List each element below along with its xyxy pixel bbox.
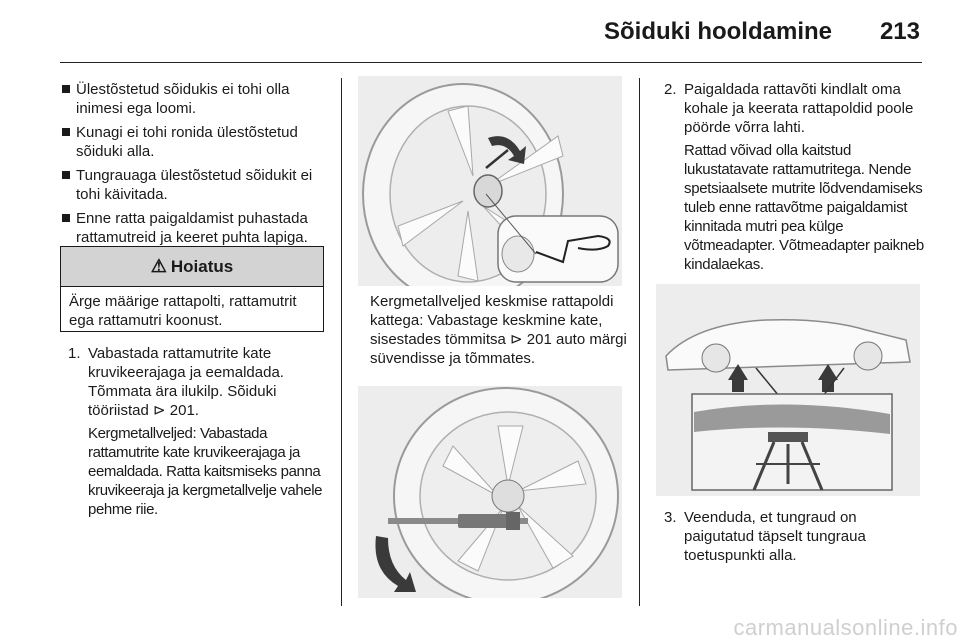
- header-divider: [60, 62, 922, 63]
- warning-title: Hoiatus: [170, 256, 234, 276]
- step-2: [664, 80, 926, 274]
- wheel-cap-figure: [358, 76, 622, 286]
- warning-box: [60, 246, 324, 332]
- page-number: 213: [879, 18, 920, 45]
- step-body: [88, 344, 338, 519]
- wheel-cap-illustration: [358, 76, 622, 286]
- bullet-marker: [62, 171, 70, 179]
- bullet-marker: [62, 85, 70, 93]
- step-body: [684, 80, 926, 274]
- bullet-text: Tungrauaga ülestõstetud sõidukit ei tohi käivitada.: [76, 167, 313, 203]
- step-number: 2.: [664, 81, 677, 98]
- column-divider-2: [639, 78, 640, 606]
- bullet-item: [60, 80, 330, 118]
- bullet-item: [60, 166, 330, 204]
- watermark: carmanualsonline.info: [733, 615, 958, 640]
- jack-point-figure: [656, 284, 920, 496]
- step-body: [684, 508, 926, 565]
- bullet-text: Enne ratta paigaldamist puhastada rattamutreid ja keeret puhta lapiga.: [76, 210, 308, 246]
- bullet-text: Kunagi ei tohi ronida ülestõstetud sõiduki alla.: [76, 124, 298, 160]
- page-title: Sõiduki hooldamine: [603, 18, 832, 45]
- step-text-2: Kergmetallveljed: Vabastada rattamutrite kate kruvikeerajaga ja eemaldada. Ratta kaitsmiseks panna kruvikeeraja ja kergmetallvelje vahele pehme riie.: [88, 425, 323, 518]
- bullet-item: [60, 123, 330, 161]
- warning-icon: ⚠: [150, 256, 167, 276]
- wheel-wrench-figure: [358, 386, 622, 598]
- figure-caption: Kergmetallveljed keskmise rattapoldi kattega: Vabastage keskmine kate, sisestades tömmitsa ⊳ 201 auto märgi süvendisse ja tõmmates.: [370, 293, 627, 367]
- step-3: [664, 508, 926, 565]
- jack-point-illustration: [656, 284, 920, 496]
- step-text: Paigaldada rattavõti kindlalt oma kohale ja keerata rattapoldid poole pöörde võrra lahti.: [684, 81, 914, 136]
- warning-header: [61, 247, 323, 287]
- step-text: Veenduda, et tungraud on paigutatud täpselt tungraua toetuspunkti alla.: [684, 509, 866, 564]
- wheel-wrench-illustration: [358, 386, 622, 598]
- step-text: Vabastada rattamutrite kate kruvikeerajaga ja eemaldada. Tõmmata ära ilukilp. Sõiduki tööriistad ⊳ 201.: [88, 345, 284, 419]
- bullet-marker: [62, 128, 70, 136]
- warning-text: Ärge määrige rattapolti, rattamutrit ega rattamutri koonust.: [69, 293, 297, 329]
- bullet-item: [60, 209, 330, 247]
- bullet-marker: [62, 214, 70, 222]
- step-number: 1.: [68, 345, 81, 362]
- safety-bullet-list: [60, 80, 330, 252]
- bullet-text: Ülestõstetud sõidukis ei tohi olla inimesi ega loomi.: [76, 81, 290, 117]
- column-divider-1: [341, 78, 342, 606]
- step-number: 3.: [664, 509, 677, 526]
- step-1: [68, 344, 338, 519]
- step-text-2: Rattad võivad olla kaitstud lukustatavate rattamutritega. Nende spetsiaalsete mutrite lõdvendamiseks tuleb enne rattavõtme paigaldamist kinnitada mutri pea külge võtmeadapter. Võtmeadapter paikneb kindalaekas.: [684, 142, 924, 273]
